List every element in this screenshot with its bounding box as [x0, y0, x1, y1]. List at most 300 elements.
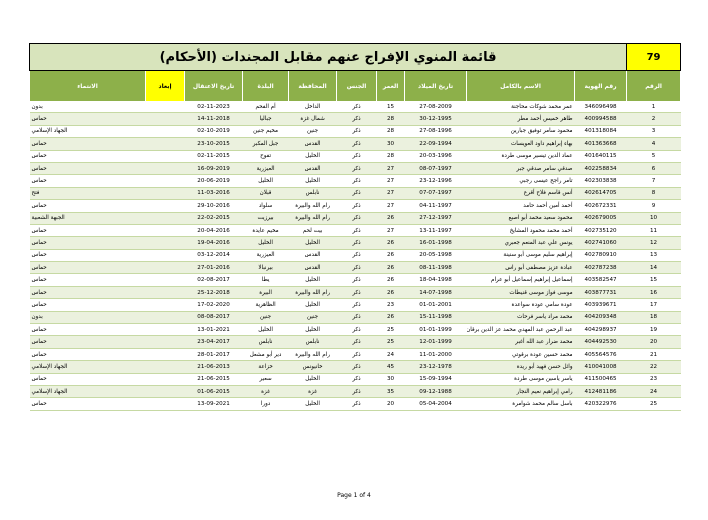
title-row [30, 44, 681, 71]
table-row [30, 237, 681, 249]
cell-deportation [146, 286, 185, 298]
cell-governorate: الخليل [289, 175, 337, 187]
cell-town: جبل المكبر [243, 138, 289, 150]
cell-sex: ذكر [337, 101, 377, 113]
cell-dob: 08-07-1997 [405, 162, 467, 174]
cell-town: العيزرية [243, 162, 289, 174]
cell-governorate: الخليل [289, 150, 337, 162]
cell-dob: 27-08-2009 [405, 101, 467, 113]
cell-name: عودة سامي عودة سواعدة [467, 299, 575, 311]
cell-deportation [146, 101, 185, 113]
cell-number: 7 [627, 175, 681, 187]
cell-town: بيرزيت [243, 212, 289, 224]
cell-dob: 23-12-1978 [405, 361, 467, 373]
cell-town: الخليل [243, 237, 289, 249]
cell-age: 15 [377, 101, 405, 113]
cell-affiliation: الجهاد الإسلامي [30, 385, 146, 397]
cell-id: 402258834 [575, 162, 627, 174]
cell-deportation [146, 311, 185, 323]
cell-number: 8 [627, 187, 681, 199]
table-row [30, 224, 681, 236]
cell-arrest-date: 16-09-2019 [185, 162, 243, 174]
cell-sex: ذكر [337, 262, 377, 274]
cell-sex: ذكر [337, 385, 377, 397]
cell-age: 30 [377, 373, 405, 385]
cell-town: دورا [243, 398, 289, 410]
cell-name: عبادة عزيز مصطفى أبو راس [467, 262, 575, 274]
header-id: رقم الهوية [575, 71, 627, 102]
cell-sex: ذكر [337, 299, 377, 311]
cell-affiliation: حماس [30, 175, 146, 187]
cell-sex: ذكر [337, 175, 377, 187]
table-row [30, 324, 681, 336]
cell-sex: ذكر [337, 138, 377, 150]
cell-governorate: رام الله والبيرة [289, 348, 337, 360]
cell-town: نابلس [243, 336, 289, 348]
cell-number: 18 [627, 311, 681, 323]
cell-arrest-date: 14-11-2018 [185, 113, 243, 125]
cell-deportation [146, 138, 185, 150]
cell-arrest-date: 08-08-2017 [185, 311, 243, 323]
cell-number: 3 [627, 125, 681, 137]
cell-deportation [146, 324, 185, 336]
cell-number: 13 [627, 249, 681, 261]
table-row [30, 113, 681, 125]
cell-id: 402303838 [575, 175, 627, 187]
cell-dob: 01-01-2001 [405, 299, 467, 311]
cell-dob: 11-01-2000 [405, 348, 467, 360]
cell-deportation [146, 175, 185, 187]
cell-age: 20 [377, 398, 405, 410]
cell-deportation [146, 348, 185, 360]
table-row [30, 299, 681, 311]
cell-id: 403582547 [575, 274, 627, 286]
cell-number: 11 [627, 224, 681, 236]
prisoner-list-table [29, 43, 681, 411]
cell-name: محمد ضرار عبد الله أغبر [467, 336, 575, 348]
cell-name: وائل حسن فهيد أبو ريدة [467, 361, 575, 373]
cell-dob: 08-11-1998 [405, 262, 467, 274]
table-row [30, 200, 681, 212]
cell-town: العيزرية [243, 249, 289, 261]
header-deportation: إبعاد [146, 71, 185, 102]
cell-dob: 20-05-1998 [405, 249, 467, 261]
cell-dob: 15-11-1998 [405, 311, 467, 323]
cell-deportation [146, 237, 185, 249]
cell-affiliation: حماس [30, 274, 146, 286]
cell-governorate: خانيونس [289, 361, 337, 373]
cell-arrest-date: 23-04-2017 [185, 336, 243, 348]
cell-arrest-date: 28-01-2017 [185, 348, 243, 360]
header-dob: تاريخ الميلاد [405, 71, 467, 102]
table-body [30, 101, 681, 410]
sheet-title: قائمة المنوي الإفراج عنهم مقابل المجندات (الأحكام) [30, 44, 627, 71]
cell-arrest-date: 20-04-2016 [185, 224, 243, 236]
cell-governorate: بيت لحم [289, 224, 337, 236]
cell-sex: ذكر [337, 113, 377, 125]
cell-affiliation: حماس [30, 237, 146, 249]
cell-age: 26 [377, 274, 405, 286]
cell-deportation [146, 385, 185, 397]
cell-arrest-date: 03-12-2014 [185, 249, 243, 261]
cell-id: 411500465 [575, 373, 627, 385]
cell-id: 402679005 [575, 212, 627, 224]
cell-governorate: شمال غزة [289, 113, 337, 125]
cell-arrest-date: 13-09-2021 [185, 398, 243, 410]
cell-governorate: الخليل [289, 398, 337, 410]
cell-age: 26 [377, 212, 405, 224]
cell-name: باسل سالم محمد شوامرة [467, 398, 575, 410]
cell-deportation [146, 361, 185, 373]
cell-town: الظاهرية [243, 299, 289, 311]
cell-number: 4 [627, 138, 681, 150]
cell-dob: 30-12-1995 [405, 113, 467, 125]
cell-name: طاهر خميس أحمد مطر [467, 113, 575, 125]
header-sex: الجنس [337, 71, 377, 102]
cell-sex: ذكر [337, 249, 377, 261]
cell-age: 27 [377, 224, 405, 236]
cell-id: 404298937 [575, 324, 627, 336]
cell-age: 26 [377, 237, 405, 249]
cell-sex: ذكر [337, 336, 377, 348]
header-name: الاسم بالكامل [467, 71, 575, 102]
cell-arrest-date: 02-11-2015 [185, 150, 243, 162]
cell-deportation [146, 336, 185, 348]
cell-deportation [146, 162, 185, 174]
cell-age: 24 [377, 348, 405, 360]
cell-governorate: القدس [289, 162, 337, 174]
cell-deportation [146, 274, 185, 286]
cell-sex: ذكر [337, 150, 377, 162]
cell-number: 19 [627, 324, 681, 336]
cell-id: 405564576 [575, 348, 627, 360]
cell-governorate: الخليل [289, 299, 337, 311]
cell-deportation [146, 150, 185, 162]
cell-town: مخيم عايدة [243, 224, 289, 236]
cell-dob: 27-12-1997 [405, 212, 467, 224]
cell-age: 25 [377, 336, 405, 348]
cell-sex: ذكر [337, 348, 377, 360]
cell-governorate: الخليل [289, 373, 337, 385]
cell-name: رامي إبراهيم نعيم النجار [467, 385, 575, 397]
cell-affiliation: حماس [30, 224, 146, 236]
cell-deportation [146, 249, 185, 261]
cell-governorate: غزة [289, 385, 337, 397]
cell-id: 400994588 [575, 113, 627, 125]
cell-id: 402672331 [575, 200, 627, 212]
cell-arrest-date: 27-01-2016 [185, 262, 243, 274]
table-row [30, 373, 681, 385]
header-arrest-date: تاريخ الاعتقال [185, 71, 243, 102]
cell-arrest-date: 02-10-2019 [185, 125, 243, 137]
cell-town: يطا [243, 274, 289, 286]
cell-affiliation: بدون [30, 101, 146, 113]
cell-id: 346096498 [575, 101, 627, 113]
cell-dob: 05-04-2004 [405, 398, 467, 410]
cell-name: موسى فواز موسى قنيطات [467, 286, 575, 298]
cell-affiliation: الجهاد الإسلامي [30, 361, 146, 373]
cell-town: البيرة [243, 286, 289, 298]
page-footer: Page 1 of 4 [337, 492, 371, 499]
table-row [30, 361, 681, 373]
cell-town: مخيم جنين [243, 125, 289, 137]
cell-affiliation: حماس [30, 398, 146, 410]
cell-age: 26 [377, 311, 405, 323]
cell-town: دير أبو مشعل [243, 348, 289, 360]
cell-number: 1 [627, 101, 681, 113]
cell-dob: 01-01-1999 [405, 324, 467, 336]
cell-deportation [146, 187, 185, 199]
cell-id: 402741060 [575, 237, 627, 249]
table-row [30, 385, 681, 397]
cell-number: 20 [627, 336, 681, 348]
cell-town: سلواد [243, 200, 289, 212]
cell-number: 24 [627, 385, 681, 397]
cell-deportation [146, 125, 185, 137]
cell-age: 27 [377, 175, 405, 187]
table-row [30, 138, 681, 150]
cell-arrest-date: 11-03-2016 [185, 187, 243, 199]
cell-deportation [146, 398, 185, 410]
cell-sex: ذكر [337, 398, 377, 410]
cell-sex: ذكر [337, 373, 377, 385]
cell-deportation [146, 113, 185, 125]
cell-name: صدقي سامر صدقي جبر [467, 162, 575, 174]
cell-sex: ذكر [337, 224, 377, 236]
cell-governorate: الخليل [289, 237, 337, 249]
cell-affiliation: حماس [30, 286, 146, 298]
cell-affiliation: حماس [30, 262, 146, 274]
cell-number: 16 [627, 286, 681, 298]
cell-name: عمر محمد شوكات محاجنة [467, 101, 575, 113]
cell-name: أنس قاسم فلاح أقرع [467, 187, 575, 199]
cell-town: الخليل [243, 175, 289, 187]
cell-age: 25 [377, 324, 405, 336]
cell-arrest-date: 02-11-2023 [185, 101, 243, 113]
cell-affiliation: الجبهة الشعبية [30, 212, 146, 224]
record-count: 79 [627, 44, 681, 71]
cell-age: 45 [377, 361, 405, 373]
cell-affiliation: حماس [30, 150, 146, 162]
cell-affiliation: حماس [30, 249, 146, 261]
table-row [30, 398, 681, 410]
cell-governorate: رام الله والبيرة [289, 200, 337, 212]
cell-town: جنين [243, 311, 289, 323]
table-row [30, 212, 681, 224]
cell-governorate: القدس [289, 138, 337, 150]
cell-arrest-date: 19-04-2016 [185, 237, 243, 249]
cell-governorate: رام الله والبيرة [289, 212, 337, 224]
cell-affiliation: حماس [30, 336, 146, 348]
cell-id: 410041008 [575, 361, 627, 373]
cell-dob: 09-12-1988 [405, 385, 467, 397]
cell-governorate: جنين [289, 125, 337, 137]
cell-age: 28 [377, 150, 405, 162]
cell-governorate: جنين [289, 311, 337, 323]
cell-town: تفوح [243, 150, 289, 162]
cell-affiliation: حماس [30, 348, 146, 360]
cell-dob: 16-01-1998 [405, 237, 467, 249]
cell-deportation [146, 212, 185, 224]
header-affiliation: الانتماء [30, 71, 146, 102]
cell-number: 25 [627, 398, 681, 410]
cell-age: 28 [377, 125, 405, 137]
cell-id: 402735120 [575, 224, 627, 236]
cell-name: يونس علي عبد المنعم جعبري [467, 237, 575, 249]
cell-id: 401363668 [575, 138, 627, 150]
cell-governorate: الداخل [289, 101, 337, 113]
cell-name: أحمد محمد محمود المشايخ [467, 224, 575, 236]
cell-age: 30 [377, 138, 405, 150]
cell-arrest-date: 20-06-2019 [185, 175, 243, 187]
cell-dob: 12-01-1999 [405, 336, 467, 348]
table-row [30, 101, 681, 113]
cell-sex: ذكر [337, 162, 377, 174]
cell-age: 26 [377, 286, 405, 298]
cell-dob: 14-07-1998 [405, 286, 467, 298]
cell-sex: ذكر [337, 237, 377, 249]
cell-number: 12 [627, 237, 681, 249]
header-town: البلدة [243, 71, 289, 102]
cell-age: 23 [377, 299, 405, 311]
cell-town: سعير [243, 373, 289, 385]
cell-id: 402780910 [575, 249, 627, 261]
cell-governorate: رام الله والبيرة [289, 286, 337, 298]
cell-arrest-date: 21-06-2015 [185, 373, 243, 385]
cell-id: 404209348 [575, 311, 627, 323]
cell-town: الخليل [243, 324, 289, 336]
cell-id: 404492530 [575, 336, 627, 348]
cell-sex: ذكر [337, 125, 377, 137]
header-age: العمر [377, 71, 405, 102]
table-row [30, 286, 681, 298]
header-governorate: المحافظة [289, 71, 337, 102]
cell-governorate: القدس [289, 262, 337, 274]
cell-name: إسماعيل إبراهيم إسماعيل أبو عرام [467, 274, 575, 286]
cell-governorate: الخليل [289, 274, 337, 286]
cell-arrest-date: 23-10-2015 [185, 138, 243, 150]
cell-affiliation: حماس [30, 324, 146, 336]
cell-dob: 13-11-1997 [405, 224, 467, 236]
cell-name: محمد مراد ياسر فرحات [467, 311, 575, 323]
header-row [30, 71, 681, 102]
cell-dob: 04-11-1997 [405, 200, 467, 212]
cell-deportation [146, 373, 185, 385]
cell-name: أحمد أمين أحمد حامد [467, 200, 575, 212]
cell-number: 2 [627, 113, 681, 125]
cell-affiliation: حماس [30, 138, 146, 150]
cell-affiliation: حماس [30, 299, 146, 311]
cell-number: 6 [627, 162, 681, 174]
cell-dob: 27-08-1996 [405, 125, 467, 137]
cell-deportation [146, 224, 185, 236]
cell-town: جباليا [243, 113, 289, 125]
cell-name: بهاء إبراهيم داود العويسات [467, 138, 575, 150]
cell-dob: 23-12-1996 [405, 175, 467, 187]
cell-id: 401318084 [575, 125, 627, 137]
cell-sex: ذكر [337, 274, 377, 286]
table-row [30, 249, 681, 261]
cell-age: 26 [377, 249, 405, 261]
cell-sex: ذكر [337, 311, 377, 323]
cell-name: محمد حسين عودة برقوتي [467, 348, 575, 360]
cell-dob: 22-09-1994 [405, 138, 467, 150]
cell-id: 420322976 [575, 398, 627, 410]
cell-governorate: نابلس [289, 336, 337, 348]
cell-town: بيرنبالا [243, 262, 289, 274]
cell-sex: ذكر [337, 361, 377, 373]
cell-affiliation: حماس [30, 113, 146, 125]
header-number: الرقم [627, 71, 681, 102]
table-row [30, 125, 681, 137]
cell-number: 15 [627, 274, 681, 286]
cell-governorate: القدس [289, 249, 337, 261]
table-row [30, 336, 681, 348]
cell-id: 403939671 [575, 299, 627, 311]
cell-town: أم الفحم [243, 101, 289, 113]
cell-arrest-date: 22-02-2015 [185, 212, 243, 224]
cell-id: 403877731 [575, 286, 627, 298]
cell-number: 14 [627, 262, 681, 274]
cell-arrest-date: 25-12-2018 [185, 286, 243, 298]
cell-name: محمود سعيد محمد أبو اصبع [467, 212, 575, 224]
table-row [30, 187, 681, 199]
cell-age: 28 [377, 113, 405, 125]
cell-sex: ذكر [337, 200, 377, 212]
cell-arrest-date: 21-06-2013 [185, 361, 243, 373]
cell-age: 27 [377, 187, 405, 199]
table-row [30, 274, 681, 286]
cell-sex: ذكر [337, 324, 377, 336]
cell-arrest-date: 13-01-2021 [185, 324, 243, 336]
cell-governorate: الخليل [289, 324, 337, 336]
cell-deportation [146, 200, 185, 212]
cell-governorate: نابلس [289, 187, 337, 199]
cell-name: عماد الدين تيسير موسى طردة [467, 150, 575, 162]
cell-affiliation: حماس [30, 200, 146, 212]
cell-age: 27 [377, 200, 405, 212]
cell-dob: 20-03-1996 [405, 150, 467, 162]
cell-affiliation: بدون [30, 311, 146, 323]
cell-arrest-date: 17-02-2020 [185, 299, 243, 311]
table-row [30, 348, 681, 360]
cell-arrest-date: 02-08-2017 [185, 274, 243, 286]
cell-town: غزة [243, 385, 289, 397]
cell-town: خزاعة [243, 361, 289, 373]
cell-age: 35 [377, 385, 405, 397]
cell-number: 22 [627, 361, 681, 373]
cell-sex: ذكر [337, 286, 377, 298]
table-row [30, 175, 681, 187]
cell-affiliation: حماس [30, 162, 146, 174]
cell-dob: 15-09-1994 [405, 373, 467, 385]
cell-sex: ذكر [337, 187, 377, 199]
table-row [30, 162, 681, 174]
cell-number: 21 [627, 348, 681, 360]
cell-number: 9 [627, 200, 681, 212]
cell-dob: 07-07-1997 [405, 187, 467, 199]
cell-name: ياسر ياسين موسى طردة [467, 373, 575, 385]
table-row [30, 262, 681, 274]
cell-dob: 18-04-1998 [405, 274, 467, 286]
cell-affiliation: حماس [30, 373, 146, 385]
cell-age: 26 [377, 262, 405, 274]
cell-name: محمود سامر توفيق جبارين [467, 125, 575, 137]
cell-arrest-date: 01-06-2015 [185, 385, 243, 397]
cell-affiliation: فتح [30, 187, 146, 199]
cell-age: 27 [377, 162, 405, 174]
cell-number: 5 [627, 150, 681, 162]
